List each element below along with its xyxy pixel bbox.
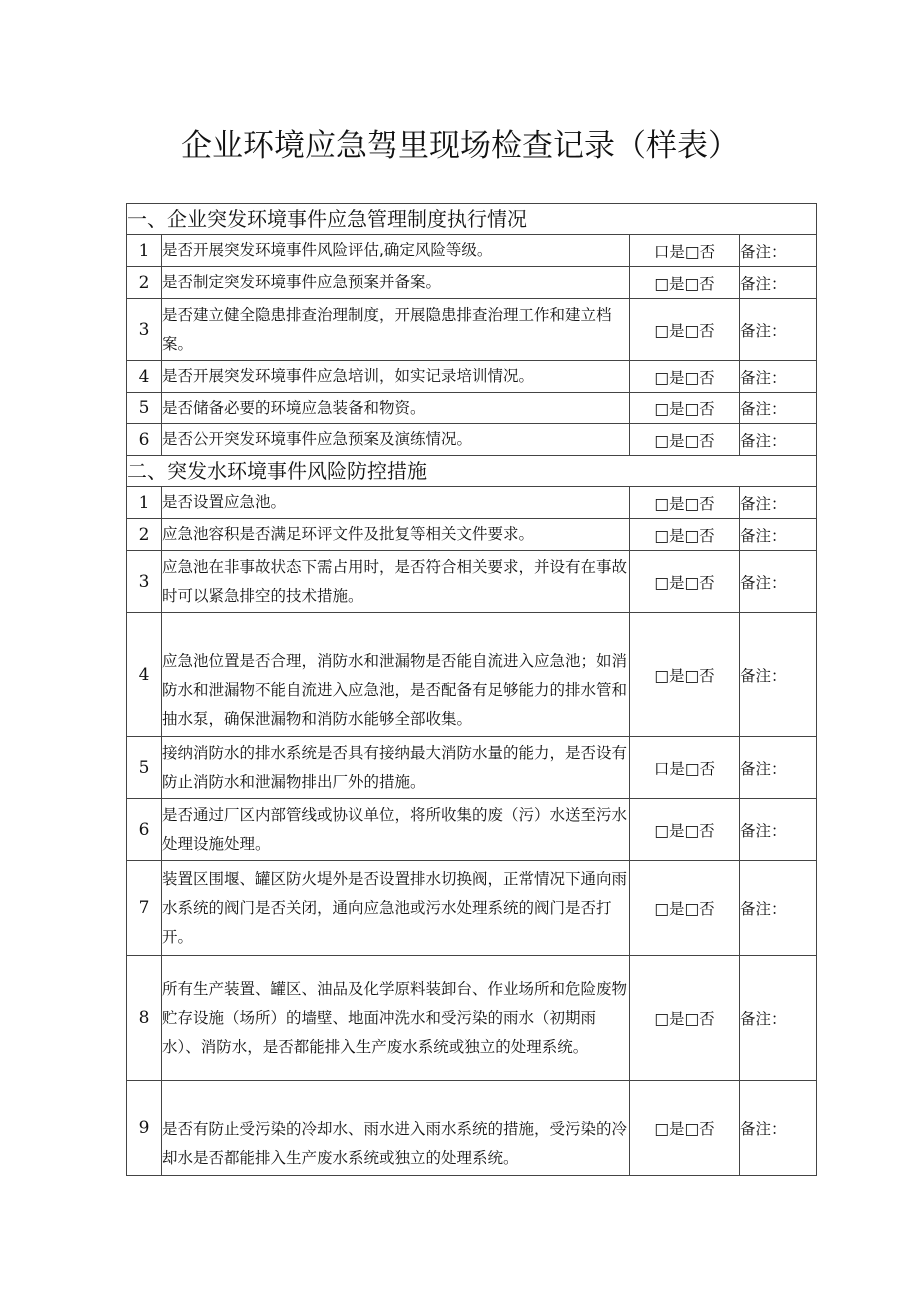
- item-text: 所有生产装置、罐区、油品及化学原料装卸台、作业场所和危险废物贮存设施（场所）的墙壁、地面冲洗水和受污染的雨水（初期雨水）、消防水，是否都能排入生产废水系统或独立的处理系统。: [162, 956, 630, 1081]
- table-row: [127, 1081, 817, 1176]
- remark-field[interactable]: 备注：: [740, 1081, 817, 1176]
- item-number: 6: [127, 424, 162, 456]
- item-text: 应急池容积是否满足环评文件及批复等相关文件要求。: [162, 519, 630, 551]
- yes-no-checkbox[interactable]: □是□否: [630, 299, 740, 361]
- yes-no-checkbox[interactable]: □是□否: [630, 799, 740, 861]
- item-text: 是否开展突发环境事件应急培训，如实记录培训情况。: [162, 361, 630, 393]
- table-row: [127, 424, 817, 456]
- remark-field[interactable]: 备注：: [740, 519, 817, 551]
- item-text: 是否开展突发环境事件风险评估,确定风险等级。: [162, 235, 630, 267]
- remark-field[interactable]: 备注：: [740, 613, 817, 737]
- yes-no-checkbox[interactable]: 口是□否: [630, 737, 740, 799]
- item-number: 8: [127, 956, 162, 1081]
- item-number: 2: [127, 267, 162, 299]
- yes-no-checkbox[interactable]: □是□否: [630, 551, 740, 613]
- item-number: 6: [127, 799, 162, 861]
- item-text: 是否通过厂区内部管线或协议单位，将所收集的废（污）水送至污水处理设施处理。: [162, 799, 630, 861]
- table-row: [127, 487, 817, 519]
- item-number: 4: [127, 613, 162, 737]
- item-number: 5: [127, 737, 162, 799]
- table-row: [127, 613, 817, 737]
- item-text: 是否制定突发环境事件应急预案并备案。: [162, 267, 630, 299]
- item-number: 1: [127, 235, 162, 267]
- remark-field[interactable]: 备注：: [740, 551, 817, 613]
- yes-no-checkbox[interactable]: □是□否: [630, 519, 740, 551]
- item-number: 5: [127, 393, 162, 424]
- yes-no-checkbox[interactable]: □是□否: [630, 393, 740, 424]
- table-row: [127, 799, 817, 861]
- item-number: 9: [127, 1081, 162, 1176]
- item-text: 是否有防止受污染的冷却水、雨水进入雨水系统的措施，受污染的冷却水是否都能排入生产废水系统或独立的处理系统。: [162, 1081, 630, 1176]
- item-text: 是否设置应急池。: [162, 487, 630, 519]
- remark-field[interactable]: 备注：: [740, 361, 817, 393]
- yes-no-checkbox[interactable]: □是□否: [630, 956, 740, 1081]
- table-row: [127, 393, 817, 424]
- table-row: [127, 519, 817, 551]
- remark-field[interactable]: 备注：: [740, 487, 817, 519]
- yes-no-checkbox[interactable]: □是□否: [630, 267, 740, 299]
- section-heading: 二、突发水环境事件风险防控措施: [127, 456, 817, 487]
- table-row: [127, 956, 817, 1081]
- item-text: 应急池在非事故状态下需占用时，是否符合相关要求，并设有在事故时可以紧急排空的技术措施。: [162, 551, 630, 613]
- item-text: 应急池位置是否合理，消防水和泄漏物是否能自流进入应急池；如消防水和泄漏物不能自流进入应急池，是否配备有足够能力的排水管和抽水泵，确保泄漏物和消防水能够全部收集。: [162, 613, 630, 737]
- table-row: [127, 861, 817, 956]
- item-number: 7: [127, 861, 162, 956]
- yes-no-checkbox[interactable]: □是□否: [630, 361, 740, 393]
- item-text: 装置区围堰、罐区防火堤外是否设置排水切换阀，正常情况下通向雨水系统的阀门是否关闭，通向应急池或污水处理系统的阀门是否打开。: [162, 861, 630, 956]
- remark-field[interactable]: 备注：: [740, 424, 817, 456]
- yes-no-checkbox[interactable]: □是□否: [630, 861, 740, 956]
- table-row: [127, 267, 817, 299]
- remark-field[interactable]: 备注：: [740, 956, 817, 1081]
- inspection-table: [126, 203, 817, 1176]
- remark-field[interactable]: 备注：: [740, 861, 817, 956]
- table-row: [127, 299, 817, 361]
- yes-no-checkbox[interactable]: □是□否: [630, 487, 740, 519]
- remark-field[interactable]: 备注：: [740, 799, 817, 861]
- remark-field[interactable]: 备注：: [740, 737, 817, 799]
- item-number: 4: [127, 361, 162, 393]
- table-row: [127, 737, 817, 799]
- page-title: 企业环境应急驾里现场检查记录（样表）: [181, 128, 739, 164]
- item-text: 接纳消防水的排水系统是否具有接纳最大消防水量的能力，是否设有防止消防水和泄漏物排出厂外的措施。: [162, 737, 630, 799]
- table-row: [127, 551, 817, 613]
- item-number: 1: [127, 487, 162, 519]
- section-header-row: [127, 456, 817, 487]
- table-row: [127, 235, 817, 267]
- table-row: [127, 361, 817, 393]
- remark-field[interactable]: 备注：: [740, 393, 817, 424]
- section-heading: 一、企业突发环境事件应急管理制度执行情况: [127, 204, 817, 235]
- remark-field[interactable]: 备注：: [740, 235, 817, 267]
- remark-field[interactable]: 备注：: [740, 299, 817, 361]
- item-text: 是否公开突发环境事件应急预案及演练情况。: [162, 424, 630, 456]
- section-header-row: [127, 204, 817, 235]
- yes-no-checkbox[interactable]: □是□否: [630, 1081, 740, 1176]
- yes-no-checkbox[interactable]: □是□否: [630, 424, 740, 456]
- remark-field[interactable]: 备注：: [740, 267, 817, 299]
- item-number: 2: [127, 519, 162, 551]
- item-number: 3: [127, 551, 162, 613]
- yes-no-checkbox[interactable]: 口是□否: [630, 235, 740, 267]
- yes-no-checkbox[interactable]: □是□否: [630, 613, 740, 737]
- item-number: 3: [127, 299, 162, 361]
- item-text: 是否储备必要的环境应急装备和物资。: [162, 393, 630, 424]
- item-text: 是否建立健全隐患排查治理制度，开展隐患排查治理工作和建立档案。: [162, 299, 630, 361]
